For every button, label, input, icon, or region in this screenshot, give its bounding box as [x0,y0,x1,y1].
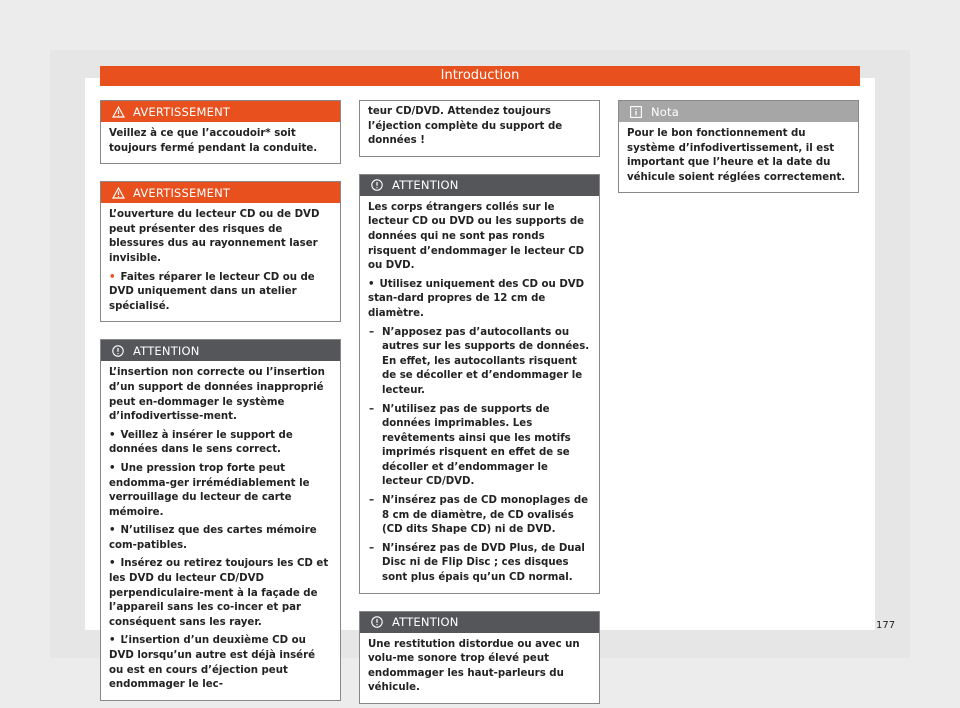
column-middle [359,100,600,708]
attention-text: L’insertion non correcte ou l’insertion d’un support de données inapproprié peut en-dommager le système d’infodivertisse-ment. [109,367,325,423]
attention-heading [360,612,599,633]
note-text: Pour le bon fonctionnement du système d’infodivertissement, il est important que l’heure et la date du véhicule soient réglées correctement. [627,128,846,183]
dash-item: – N’insérez pas de CD monoplages de 8 cm de diamètre, de CD ovalisés (CD dits Shape CD) ni de DVD. [368,494,591,538]
attention-box-insertion [100,339,341,700]
attention-bullet: • Veillez à insérer le support de données dans le sens correct. [109,429,332,458]
warning-box-laser [100,181,341,322]
column-right [618,100,859,210]
attention-bullet: • Une pression trop forte peut endomma-ger irrémédiablement le verrouillage du lecteur de carte mémoire. [109,462,332,520]
attention-box-continued [359,100,600,157]
warning-text: Veillez à ce que l’accoudoir* soit toujours fermé pendant la conduite. [109,128,318,154]
attention-text: Les corps étrangers collés sur le lecteur CD ou DVD ou les supports de données qui ne sont pas ronds risquent d’endommager le lecteur CD ou DVD. [368,201,585,272]
note-box [618,100,859,193]
column-left [100,100,341,708]
attention-heading-label: ATTENTION [392,615,459,630]
attention-bullet: • L’insertion d’un deuxième CD ou DVD lorsqu’un autre est déjà inséré ou est en cours d’éjection peut endommager le lec- [109,634,332,692]
dash-item: – N’utilisez pas de supports de données imprimables. Les revêtements ainsi que les motifs imprimés risquent en effet de se décoller et d’endommager le lecteur CD/DVD. [368,403,591,491]
exclamation-circle-icon [370,615,384,629]
attention-bullet: • Utilisez uniquement des CD ou DVD stan-dard propres de 12 cm de diamètre. [368,278,591,322]
attention-bullet: • N’utilisez que des cartes mémoire com-patibles. [109,524,332,553]
attention-heading-label: ATTENTION [133,343,200,358]
warning-triangle-icon [111,105,125,119]
exclamation-circle-icon [111,344,125,358]
note-heading [619,101,858,122]
warning-heading-label: AVERTISSEMENT [133,185,231,200]
warning-heading-label: AVERTISSEMENT [133,104,231,119]
info-square-icon [629,105,643,119]
attention-text: Une restitution distordue ou avec un volu-me sonore trop élevé peut endommager les haut-parleurs du véhicule. [368,638,580,694]
dash-item: – N’apposez pas d’autocollants ou autres sur les supports de données. En effet, les autocollants risquent de se décoller et d’endommager le lecteur. [368,326,591,399]
warning-box-armrest [100,100,341,164]
warning-text: L’ouverture du lecteur CD ou de DVD peut présenter des risques de blessures dus au rayonnement laser invisible. [109,209,320,264]
exclamation-circle-icon [370,178,384,192]
note-heading-label: Nota [651,104,679,119]
warning-heading [101,101,340,122]
page-number: 177 [876,620,896,631]
attention-heading [360,175,599,196]
attention-heading [101,340,340,361]
attention-box-foreign-bodies [359,174,600,594]
attention-box-sound [359,611,600,704]
attention-text: teur CD/DVD. Attendez toujours l’éjection complète du support de données ! [368,106,563,147]
warning-heading [101,182,340,203]
dash-list [368,326,591,586]
section-header: Introduction [100,66,860,86]
warning-triangle-icon [111,186,125,200]
dash-item: – N’insérez pas de DVD Plus, de Dual Disc ni de Flip Disc ; ces disques sont plus épais qu’un CD normal. [368,542,591,586]
attention-heading-label: ATTENTION [392,178,459,193]
attention-bullet: • Insérez ou retirez toujours les CD et les DVD du lecteur CD/DVD perpendiculaire-ment à la façade de l’appareil sans les co-incer et par conséquent sans les rayer. [109,557,332,630]
warning-bullet: • Faites réparer le lecteur CD ou de DVD uniquement dans un atelier spécialisé. [109,271,332,315]
